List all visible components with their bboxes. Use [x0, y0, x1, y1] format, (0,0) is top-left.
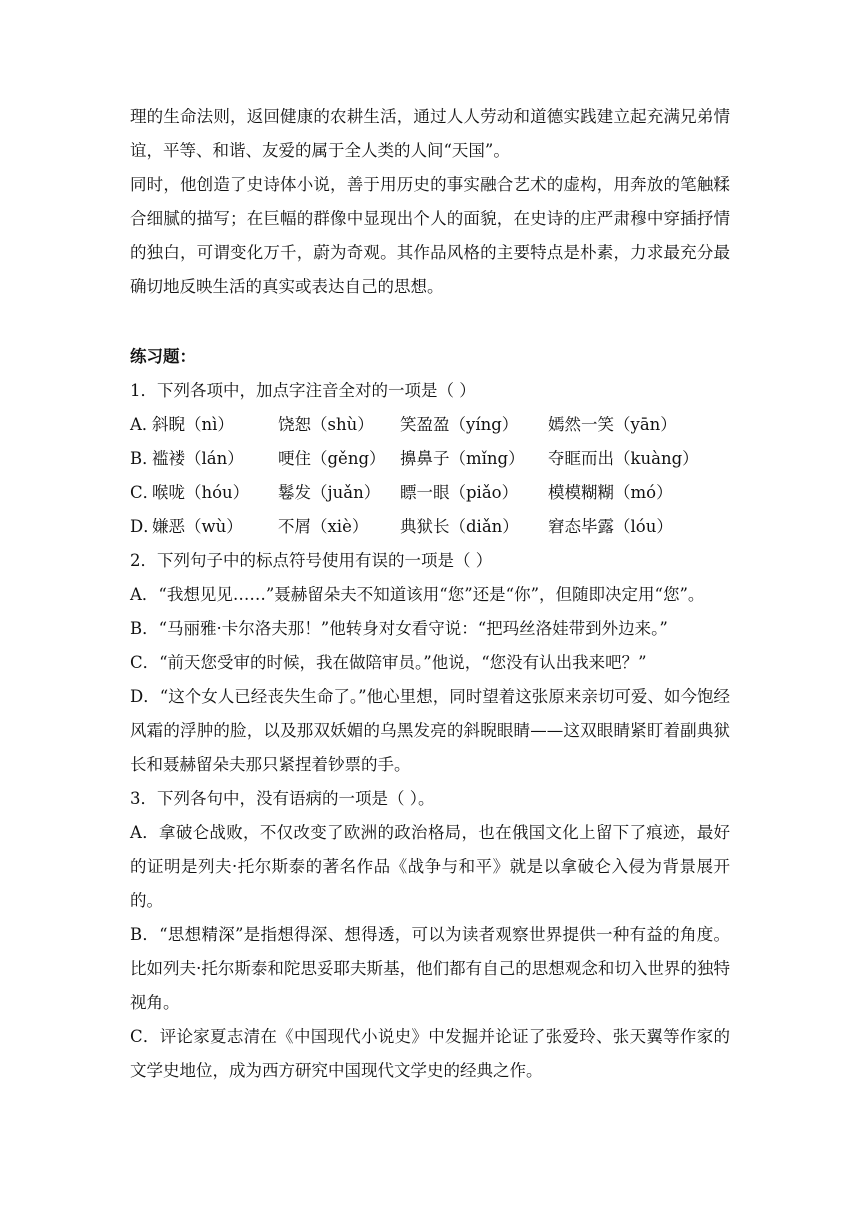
document-page: [130, 100, 730, 1088]
option-item: 擤鼻子（mǐng）: [400, 449, 525, 468]
option-item: 夺眶而出（kuàng）: [548, 449, 699, 468]
question-1-options: [130, 408, 730, 544]
option-label: D．: [130, 517, 160, 536]
question-3-option-a: A．拿破仑战败，不仅改变了欧洲的政治格局，也在俄国文化上留下了痕迹，最好的证明是列夫·托尔斯泰的著名作品《战争与和平》就是以拿破仑入侵为背景展开的。: [130, 823, 730, 910]
option-item: 瞟一眼（piǎo）: [400, 483, 519, 502]
option-item: 嫌恶（wù）: [152, 517, 243, 536]
option-label: B．: [130, 449, 159, 468]
option-row: [130, 510, 730, 544]
option-label: C．: [130, 483, 160, 502]
question-2-option-a: A．“我想见见……”聂赫留朵夫不知道该用“您”还是“你”，但随即决定用“您”。: [130, 585, 705, 604]
option-item: 饶恕（shù）: [278, 415, 374, 434]
intro-paragraph-1: 理的生命法则，返回健康的农耕生活，通过人人劳动和道德实践建立起充满兄弟情谊，平等、和谐、友爱的属于全人类的人间“天国”。: [130, 107, 730, 160]
option-item: 鬈发（juǎn）: [278, 483, 381, 502]
question-1-stem: 1．下列各项中，加点字注音全对的一项是（ ）: [130, 381, 476, 400]
question-2-option-c: C．“前天您受审的时候，我在做陪审员。”他说，“您没有认出我来吧？”: [130, 653, 647, 672]
option-item: 不屑（xiè）: [278, 517, 369, 536]
exercise-heading: 练习题：: [130, 347, 196, 366]
question-3-stem: 3．下列各句中，没有语病的一项是（ ）。: [130, 789, 435, 808]
question-2-option-b: B．“马丽雅·卡尔洛夫那！”他转身对女看守说：“把玛丝洛娃带到外边来。”: [130, 619, 668, 638]
question-2-option-d: D．“这个女人已经丧失生命了。”他心里想，同时望着这张原来亲切可爱、如今饱经风霜的浮肿的脸，以及那双妖媚的乌黑发亮的斜睨眼睛——这双眼睛紧盯着副典狱长和聂赫留朵夫那只紧捏着钞票的手。: [130, 687, 730, 774]
question-2-stem: 2．下列句子中的标点符号使用有误的一项是（ ）: [130, 551, 493, 570]
option-item: 嫣然一笑（yān）: [548, 415, 677, 434]
question-3-option-b: B．“思想精深”是指想得深、想得透，可以为读者观察世界提供一种有益的角度。比如列夫·托尔斯泰和陀思妥耶夫斯基，他们都有自己的思想观念和切入世界的独特视角。: [130, 925, 730, 1012]
question-3-option-c: C．评论家夏志清在《中国现代小说史》中发掘并论证了张爱玲、张天翼等作家的文学史地位，成为西方研究中国现代文学史的经典之作。: [130, 1027, 730, 1080]
option-item: 模模糊糊（mó）: [548, 483, 673, 502]
option-item: 笑盈盈（yíng）: [400, 415, 519, 434]
intro-paragraph-2: 同时，他创造了史诗体小说，善于用历史的事实融合艺术的虚构，用奔放的笔触糅合细腻的描写；在巨幅的群像中显现出个人的面貌，在史诗的庄严肃穆中穿插抒情的独白，可谓变化万千，蔚为奇观。其作品风格的主要特点是朴素，力求最充分最确切地反映生活的真实或表达自己的思想。: [130, 175, 730, 296]
option-row: [130, 408, 730, 442]
option-item: 哽住（gěng）: [278, 449, 386, 468]
option-item: 典狱长（diǎn）: [400, 517, 519, 536]
option-label: A．: [130, 415, 159, 434]
option-item: 斜睨（nì）: [152, 415, 234, 434]
option-item: 喉咙（hóu）: [152, 483, 250, 502]
option-item: 窘态毕露（lóu）: [548, 517, 673, 536]
option-row: [130, 442, 730, 476]
option-row: [130, 476, 730, 510]
option-item: 褴褛（lán）: [152, 449, 244, 468]
